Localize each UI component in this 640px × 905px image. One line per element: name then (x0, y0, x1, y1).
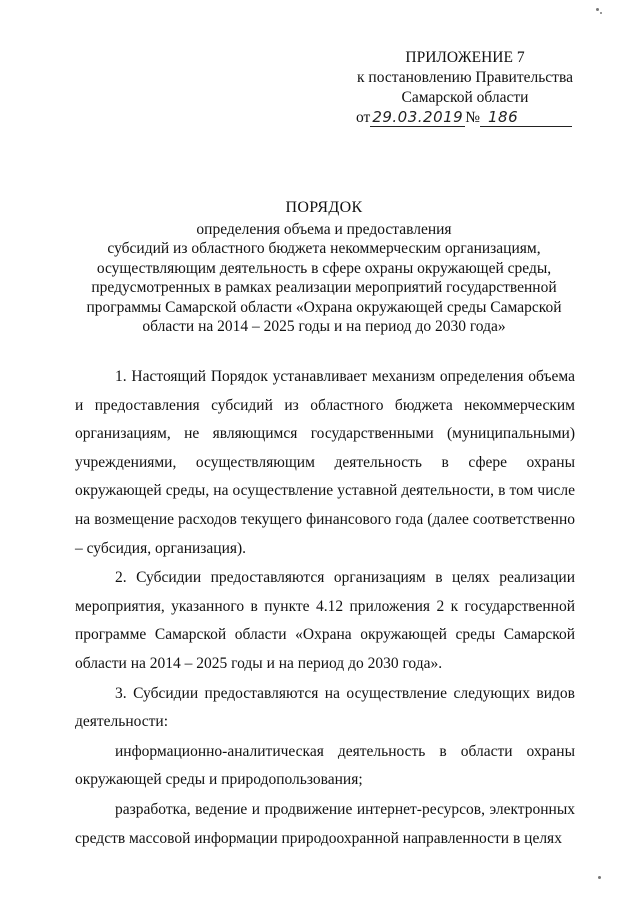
appendix-line-1: к постановлению Правительства (357, 69, 573, 86)
appendix-title: ПРИЛОЖЕНИЕ 7 (405, 49, 525, 66)
paragraph-2: 2. Субсидии предоставляются организациям в целях реализации мероприятия, указанного в пункте 4.12 приложения 2 к государственной программе Самарской области «Охрана окружающей среды Самарской области на 2014 – 2025 годы и на период до 2030 года». (75, 569, 575, 672)
heading-line: субсидий из областного бюджета некоммерческим организациям, (107, 240, 541, 257)
heading-line: определения объема и предоставления (196, 220, 452, 238)
number-prefix: № (465, 109, 481, 126)
handwritten-date: 29.03.2019 (372, 108, 464, 126)
handwritten-number: 186 (480, 109, 572, 127)
document-heading (60, 198, 588, 337)
heading-line: программы Самарской области «Охрана окружающей среды Самарской (86, 298, 562, 316)
paragraph-list-item-2: разработка, ведение и продвижение интернет-ресурсов, электронных средств массовой информации природоохранной направленности в целях (75, 800, 575, 847)
heading-line: области на 2014 – 2025 годы и на период до 2030 года» (142, 318, 506, 335)
heading-line: предусмотренных в рамках реализации мероприятий государственной (91, 279, 557, 296)
heading-line: осуществляющим деятельность в сфере охраны окружающей среды, (96, 259, 552, 277)
scan-mark (598, 876, 601, 879)
appendix-block (340, 48, 590, 128)
document-body (75, 363, 575, 853)
scan-mark (596, 8, 599, 11)
scan-mark (600, 12, 602, 14)
paragraph-1: 1. Настоящий Порядок устанавливает механизм определения объема и предоставления субсидий из областного бюджета некоммерческим организациям, не являющимся государственными (муниципальными) учреждениями, осуществляющим деятельность в сфере охраны окружающей среды, на осуществление уставной деятельности, в том числе на возмещение расходов текущего финансового года (далее соответственно – субсидия, организация). (75, 368, 575, 557)
paragraph-list-item-1: информационно-аналитическая деятельность в области охраны окружающей среды и природопользования; (75, 742, 575, 789)
paragraph-3: 3. Субсидии предоставляются на осуществление следующих видов деятельности: (75, 684, 575, 731)
heading-title: ПОРЯДОК (285, 199, 363, 216)
appendix-date-number-line (340, 108, 590, 128)
from-prefix: от (356, 109, 371, 126)
appendix-line-2: Самарской области (401, 89, 529, 106)
